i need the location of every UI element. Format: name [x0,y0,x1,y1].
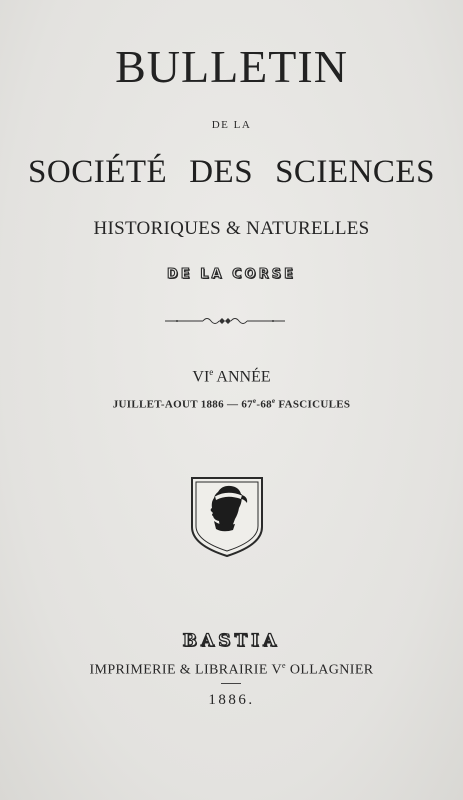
society-word-3: SCIENCES [275,154,435,190]
publisher-name [0,662,463,678]
publisher-city: BASTIA [182,631,281,651]
issue-details [0,398,463,411]
ornament-divider-icon [163,314,287,328]
region-title: DE LA CORSE [167,267,296,282]
volume-suffix: e [209,367,214,377]
issue-period: JUILLET-AOUT 1886 [112,398,224,411]
fascicle-suffix-2: e [271,397,276,405]
year-separator [221,683,241,684]
society-word-2: DES [189,154,254,190]
corsican-moor-head-shield-icon [189,475,265,559]
fascicle-number-2: 68 [260,398,272,411]
fascicle-separator: - [256,398,261,411]
publication-year: 1886. [208,692,255,708]
volume-number: VI [192,368,210,386]
fascicle-suffix-1: e [252,397,257,405]
issue-dash: — [223,398,242,411]
title-connector: DE LA [211,119,252,131]
publisher-name-end: OLLAGNIER [285,662,374,678]
society-name [0,156,463,189]
society-word-1: SOCIÉTÉ [28,154,168,190]
publisher-name-start: IMPRIMERIE & LIBRAIRIE V [89,662,282,678]
publisher-name-suffix: e [281,661,286,670]
society-subtitle: HISTORIQUES & NATURELLES [93,218,370,239]
volume-year [0,368,463,385]
journal-title: BULLETIN [115,41,348,92]
volume-label: ANNÉE [213,368,271,386]
fascicle-label: FASCICULES [275,398,351,411]
fascicle-number-1: 67 [241,398,253,411]
